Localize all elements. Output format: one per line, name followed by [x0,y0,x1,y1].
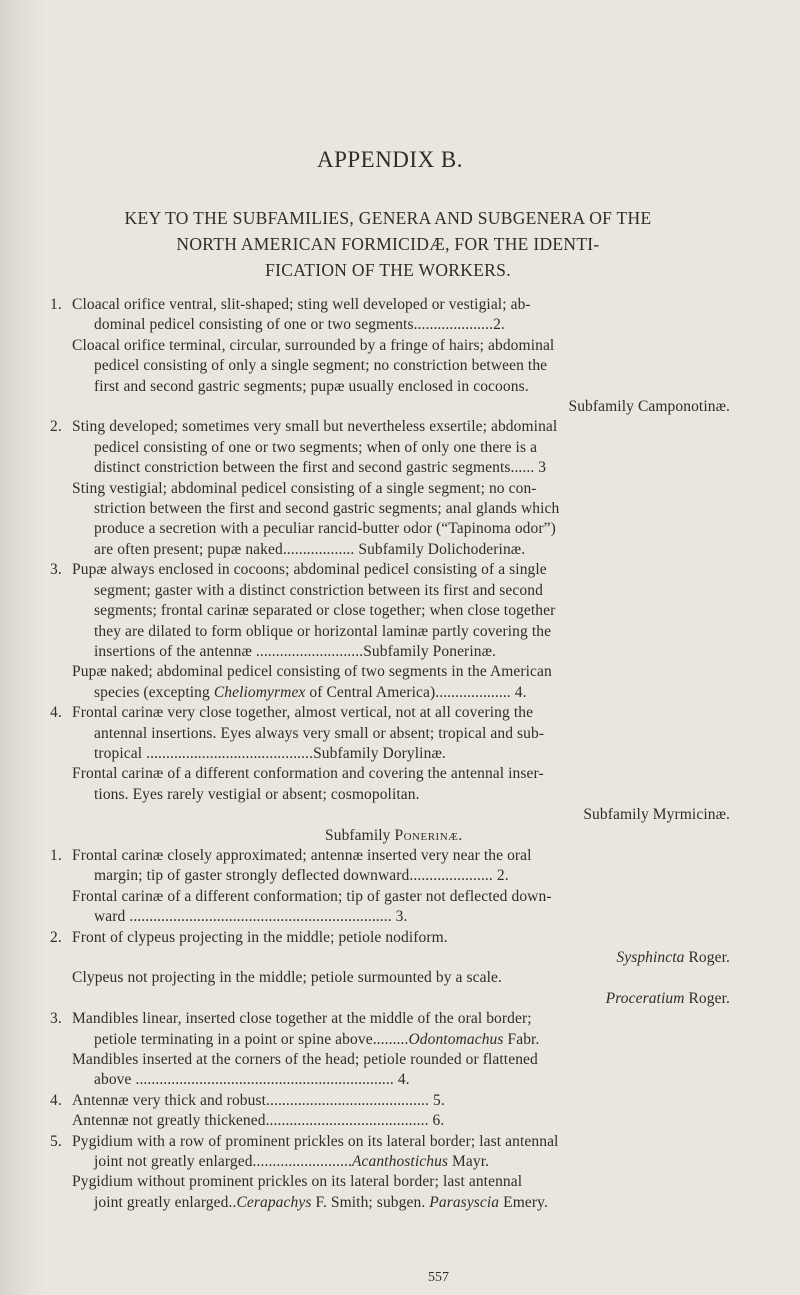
text-run: joint greatly enlarged.. [94,1193,237,1211]
key-title [38,205,738,283]
couplet-lead-b: Pygidium without prominent prickles on its lateral border; last antennal [72,1173,523,1191]
couplet-lead-a-cont: insertions of the antennæ ...........................Subfamily Ponerinæ. [94,642,496,660]
couplet-lead-a: Frontal carinæ very close together, almost vertical, not at all covering the [72,704,534,722]
genus-name: Odontomachus [408,1030,504,1048]
couplet-lead-a: Cloacal orifice ventral, slit-shaped; sting well developed or vestigial; ab- [72,296,531,313]
genus-name: Proceratium [605,989,685,1007]
couplet-lead-b-cont: tions. Eyes rarely vestigial or absent; cosmopolitan. [94,785,420,803]
ponerinae-couplet-2 [50,928,730,1010]
section-heading-name: Ponerinæ. [394,826,463,844]
author-name: Fabr. [503,1030,540,1048]
text-run: petiole terminating in a point or spine above......... [94,1030,409,1048]
couplet-lead-a-cont: antennal insertions. Eyes always very small or absent; tropical and sub- [94,724,545,742]
key-title-line: NORTH AMERICAN FORMICIDÆ, FOR THE IDENTI- [176,234,600,254]
couplet-lead-b-cont: are often present; pupæ naked.................. Subfamily Dolichoderinæ. [94,540,526,558]
couplet-lead-a: Pupæ always enclosed in cocoons; abdominal pedicel consisting of a single [72,561,547,579]
text-run: F. Smith; subgen. [311,1193,430,1211]
couplet-lead-a-cont: tropical ..........................................Subfamily Dorylinæ. [94,744,446,762]
couplet-lead-b: Frontal carinæ of a different conformation; tip of gaster not deflected down- [72,887,552,905]
couplet-number: 3. [50,1010,62,1028]
couplet-number: 3. [50,561,62,579]
couplet-lead-a-cont: they are dilated to form oblique or horizontal laminæ partly covering the [94,622,552,640]
couplet-lead-b: Mandibles inserted at the corners of the head; petiole rounded or flattened [72,1051,538,1069]
key-couplet-3 [50,560,730,703]
text-run: joint not greatly enlarged......................... [94,1153,352,1171]
couplet-result: Subfamily Camponotinæ. [568,398,730,416]
couplet-lead-a-cont [72,1152,730,1172]
couplet-lead-a: Mandibles linear, inserted close together at the middle of the oral border; [72,1010,532,1028]
couplet-number: 4. [50,704,62,722]
couplet-lead-a: Front of clypeus projecting in the middle; petiole nodiform. [72,928,448,946]
author-name: Mayr. [448,1153,490,1171]
couplet-number: 4. [50,1091,62,1109]
couplet-lead-b-cont: produce a secretion with a peculiar rancid-butter odor (“Tapinoma odor”) [94,520,556,538]
key-title-line: FICATION OF THE WORKERS. [265,260,511,280]
genus-name: Sysphincta [616,949,685,966]
author-name: Roger. [684,949,730,966]
author-name: Roger. [684,989,730,1007]
text-run: of Central America)................... 4. [305,683,527,701]
couplet-lead-b-cont [72,1193,730,1213]
section-heading [50,826,730,846]
couplet-lead-b: Clypeus not projecting in the middle; petiole surmounted by a scale. [72,969,502,987]
text-run: Subfamily [325,826,395,844]
key-title-line: KEY TO THE SUBFAMILIES, GENERA AND SUBGENERA OF THE [124,208,652,228]
couplet-number: 1. [50,296,62,313]
couplet-number: 2. [50,418,62,436]
book-binding-shadow [0,0,48,1295]
key-couplet-1 [50,295,730,417]
couplet-number: 2. [50,928,62,946]
ponerinae-couplet-5 [50,1132,730,1214]
couplet-lead-b-cont: striction between the first and second gastric segments; anal glands which [94,500,560,518]
couplet-lead-a-cont: distinct constriction between the first and second gastric segments...... 3 [94,459,547,477]
couplet-lead-b-cont: ward .................................................................. 3. [94,908,408,926]
genus-name: Cheliomyrmex [213,683,306,701]
couplet-result [72,948,730,968]
page-number: 557 [428,1270,449,1285]
author-name: Emery. [499,1193,548,1211]
couplet-result: Subfamily Myrmicinæ. [583,806,730,824]
genus-name: Cerapachys [236,1193,312,1211]
couplet-lead-b: Sting vestigial; abdominal pedicel consisting of a single segment; no con- [72,479,537,497]
ponerinae-couplet-3 [50,1009,730,1091]
subgenus-name: Parasyscia [429,1193,500,1211]
couplet-lead-a-cont [72,1030,730,1050]
text-run: species (excepting [94,683,214,701]
couplet-lead-b: Cloacal orifice terminal, circular, surrounded by a fringe of hairs; abdominal [72,336,555,354]
couplet-number: 1. [50,846,62,864]
couplet-lead-a: Pygidium with a row of prominent prickles on its lateral border; last antennal [72,1132,559,1150]
couplet-lead-a: Sting developed; sometimes very small but nevertheless exsertile; abdominal [72,418,558,436]
key-body [50,295,730,1213]
appendix-heading: APPENDIX B. [316,147,464,172]
ponerinae-couplet-4 [50,1091,730,1132]
couplet-lead-b-cont [72,683,730,703]
couplet-lead-b: Pupæ naked; abdominal pedicel consisting of two segments in the American [72,663,552,681]
couplet-number: 5. [50,1132,62,1150]
couplet-lead-a-cont: pedicel consisting of one or two segments; when of only one there is a [94,438,538,456]
couplet-lead-a-cont: margin; tip of gaster strongly deflected downward..................... 2. [94,867,509,885]
couplet-lead-a-cont: segments; frontal carinæ separated or close together; when close together [94,602,556,620]
couplet-lead-a-cont: segment; gaster with a distinct constriction between its first and second [94,581,543,599]
ponerinae-couplet-1 [50,846,730,928]
couplet-lead-a-cont: dominal pedicel consisting of one or two segments....................2. [94,316,505,334]
couplet-lead-a: Frontal carinæ closely approximated; antennæ inserted very near the oral [72,846,532,864]
couplet-lead-b: Antennæ not greatly thickened......................................... 6. [72,1112,445,1130]
key-couplet-4 [50,703,730,825]
couplet-lead-a: Antennæ very thick and robust......................................... 5. [72,1091,445,1109]
couplet-lead-b-cont: above ................................................................. 4. [94,1071,410,1089]
couplet-lead-b-cont: pedicel consisting of only a single segment; no constriction between the [94,357,548,375]
couplet-lead-b: Frontal carinæ of a different conformation and covering the antennal inser- [72,765,544,783]
couplet-result [72,989,730,1009]
key-couplet-2 [50,417,730,560]
couplet-lead-b-cont: first and second gastric segments; pupæ usually enclosed in cocoons. [94,377,529,395]
genus-name: Acanthostichus [351,1153,449,1171]
